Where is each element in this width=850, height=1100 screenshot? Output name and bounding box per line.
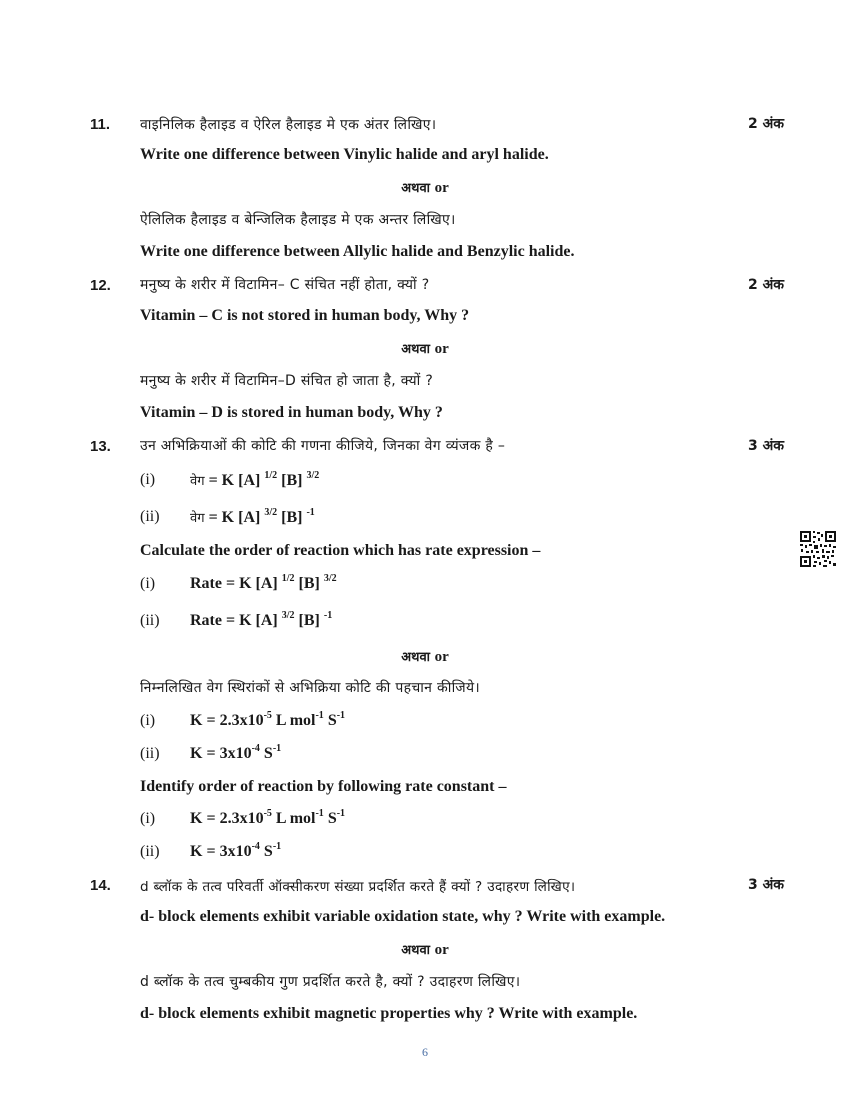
question-number: 13.: [90, 438, 111, 455]
or-separator: [0, 647, 850, 666]
or-hindi: अथवा: [401, 943, 431, 958]
or-english: or: [434, 942, 449, 958]
question-number: 14.: [90, 877, 111, 894]
question-english-text: Calculate the order of reaction which has rate expression –: [140, 542, 541, 559]
rate-expression: वेग = K [A] $^{1/2}$ [B] $^{3/2}$: [190, 470, 320, 489]
item-number: (i): [140, 471, 156, 488]
rate-constant: $K = 3x10^{-4}$ $S^{-1}$: [190, 841, 282, 860]
item-number: (ii): [140, 508, 160, 525]
marks-label: 3 अंक: [748, 877, 785, 893]
marks-label: 2 अंक: [748, 277, 785, 293]
or-hindi: अथवा: [401, 650, 431, 665]
item-number: (i): [140, 712, 156, 729]
question-english-text: Vitamin – C is not stored in human body, Why ?: [140, 307, 470, 324]
item-number: (ii): [140, 745, 160, 762]
or-hindi: अथवा: [401, 181, 431, 196]
item-number: (i): [140, 575, 156, 592]
item-number: (ii): [140, 843, 160, 860]
or-english: or: [434, 341, 449, 357]
alternate-hindi-text: निम्नलिखित वेग स्थिरांकों से अभिक्रिया कोटि की पहचान कीजिये।: [140, 680, 480, 696]
alternate-english-text: Identify order of reaction by following rate constant –: [140, 778, 507, 795]
rate-expression: Rate = K [A] $^{1/2}$ [B] $^{3/2}$: [190, 573, 337, 592]
page-number: 6: [422, 1045, 428, 1059]
rate-expression: वेग = K [A] $^{3/2}$ [B] $^{-1}$: [190, 507, 315, 526]
alternate-hindi-text: ऐलिलिक हैलाइड व बेन्जिलिक हैलाइड मे एक अन्तर लिखिए।: [140, 212, 456, 228]
question-hindi-text: मनुष्य के शरीर में विटामिन– C संचित नहीं होता, क्यों ?: [140, 277, 430, 293]
marks-label: 3 अंक: [748, 438, 785, 454]
rate-constant: $K = 2.3x10^{-5}$ L mol$^{-1}$ $S^{-1}$: [190, 808, 346, 827]
question-english-text: d- block elements exhibit variable oxidation state, why ? Write with example.: [140, 908, 666, 925]
question-number: 12.: [90, 277, 111, 294]
rate-constant: $K = 2.3x10^{-5}$ L mol$^{-1}$ $S^{-1}$: [190, 710, 346, 729]
alternate-hindi-text: d ब्लॉक के तत्व चुम्बकीय गुण प्रदर्शित करते है, क्यों ? उदाहरण लिखिए।: [140, 974, 521, 990]
marks-label: 2 अंक: [748, 116, 785, 132]
question-hindi-text: d ब्लॉक के तत्व परिवर्ती ऑक्सीकरण संख्या प्रदर्शित करते हैं क्यों ? उदाहरण लिखिए।: [140, 879, 576, 895]
or-separator: [0, 940, 850, 959]
item-number: (i): [140, 810, 156, 827]
rate-expression: Rate = K [A] $^{3/2}$ [B] $^{-1}$: [190, 610, 333, 629]
or-separator: [0, 178, 850, 197]
rate-constant: $K = 3x10^{-4}$ $S^{-1}$: [190, 743, 282, 762]
alternate-hindi-text: मनुष्य के शरीर में विटामिन–D संचित हो जाता है, क्यों ?: [140, 373, 434, 389]
question-hindi-text: उन अभिक्रियाओं की कोटि की गणना कीजिये, जिनका वेग व्यंजक है –: [140, 438, 506, 454]
question-hindi-text: वाइनिलिक हैलाइड व ऐरिल हैलाइड मे एक अंतर लिखिए।: [140, 117, 437, 133]
question-english-text: Write one difference between Vinylic halide and aryl halide.: [140, 146, 549, 163]
qr-code-icon: [799, 530, 837, 568]
question-number: 11.: [90, 116, 111, 133]
or-english: or: [434, 649, 449, 665]
or-hindi: अथवा: [401, 342, 431, 357]
item-number: (ii): [140, 612, 160, 629]
alternate-english-text: Vitamin – D is stored in human body, Why ?: [140, 404, 443, 421]
or-english: or: [434, 180, 449, 196]
alternate-english-text: Write one difference between Allylic halide and Benzylic halide.: [140, 243, 575, 260]
or-separator: [0, 339, 850, 358]
alternate-english-text: d- block elements exhibit magnetic properties why ? Write with example.: [140, 1005, 638, 1022]
